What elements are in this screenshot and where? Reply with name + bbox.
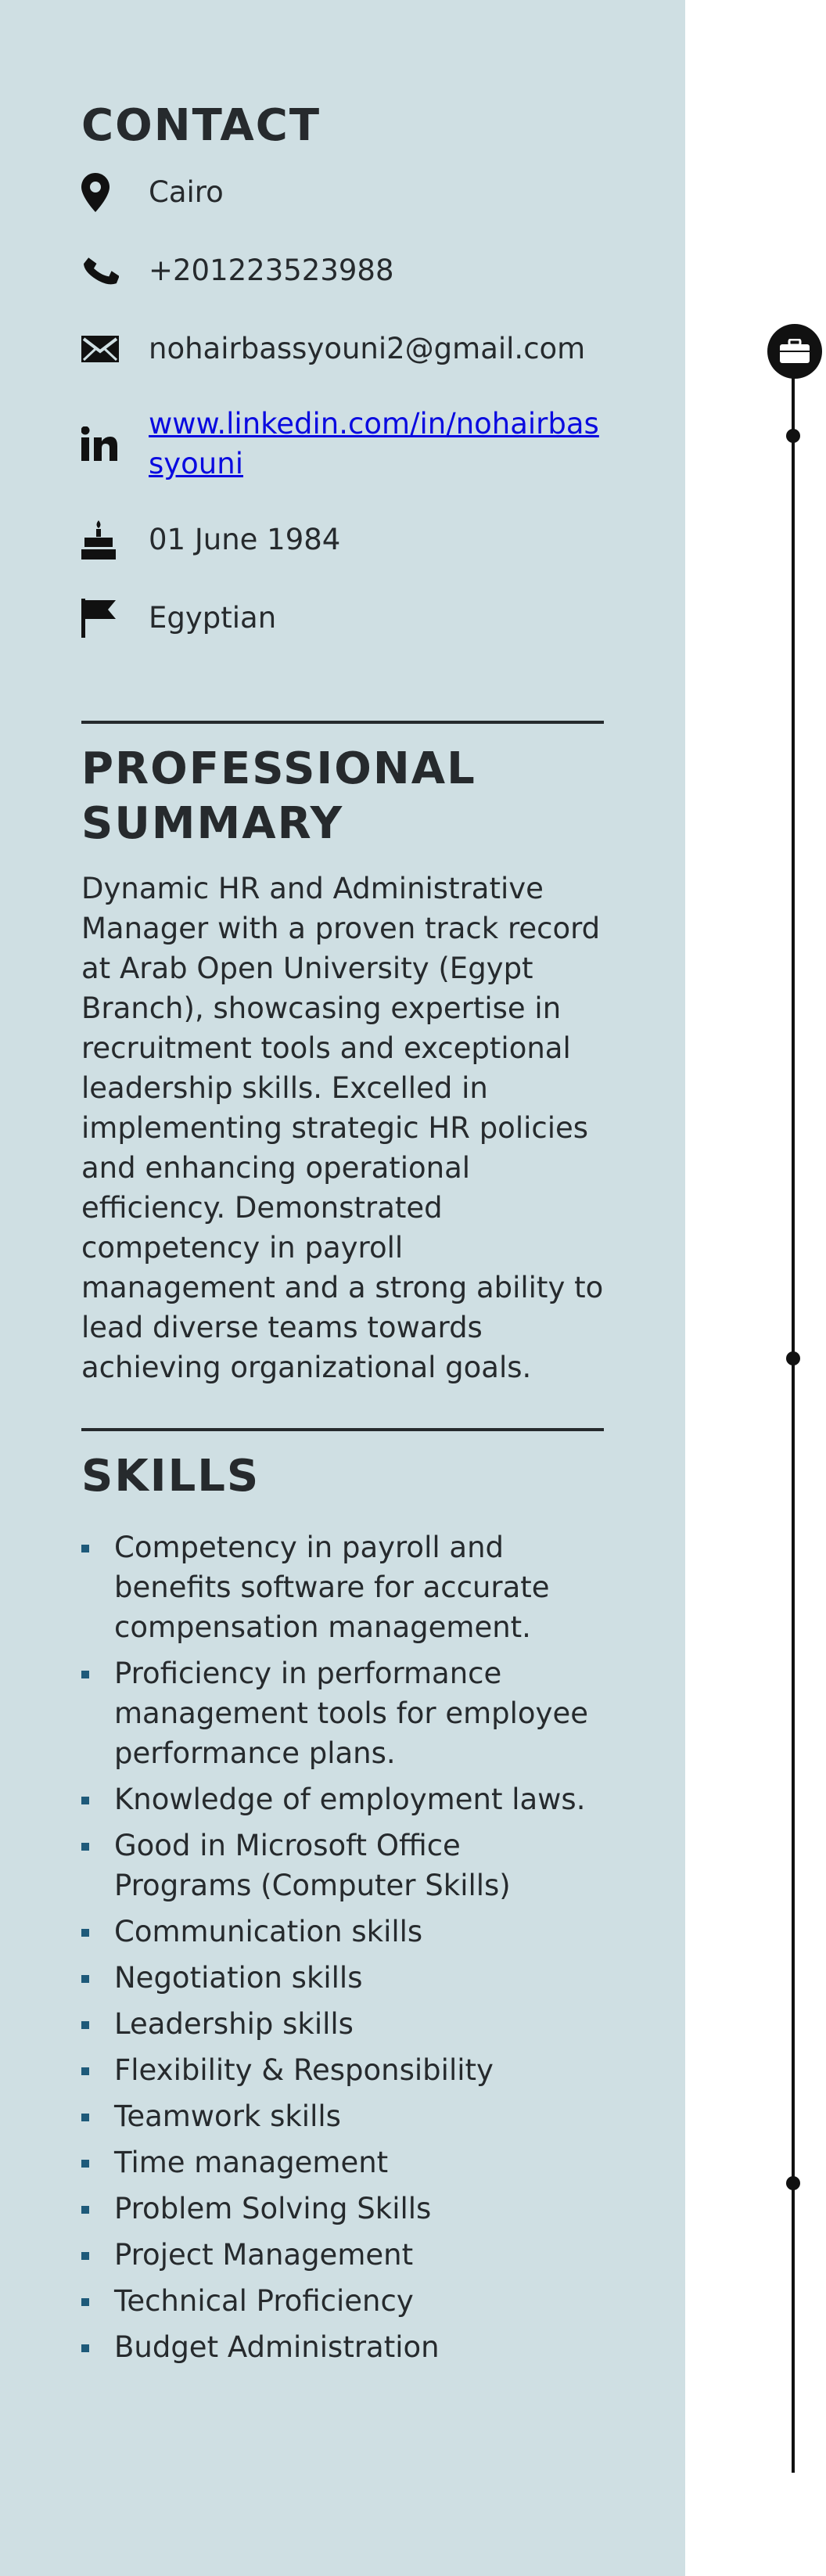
linkedin-link[interactable]: www.linkedin.com/in/nohairbassyouni bbox=[149, 407, 599, 480]
skill-item: Good in Microsoft Office Programs (Computer Skills) bbox=[81, 1826, 604, 1905]
bullet-icon bbox=[81, 2344, 89, 2352]
skill-item: Knowledge of employment laws. bbox=[81, 1779, 604, 1819]
skill-item: Proficiency in performance management tools for employee performance plans. bbox=[81, 1653, 604, 1773]
skill-item: Problem Solving Skills bbox=[81, 2189, 604, 2229]
skill-item: Leadership skills bbox=[81, 2004, 604, 2044]
phone-text: +201223523988 bbox=[149, 254, 394, 287]
skills-list bbox=[81, 1527, 604, 2373]
bullet-icon bbox=[81, 1671, 89, 1678]
bullet-icon bbox=[81, 2298, 89, 2306]
flag-icon bbox=[81, 598, 120, 638]
bullet-icon bbox=[81, 1929, 89, 1937]
summary-heading: PROFESSIONAL SUMMARY bbox=[81, 743, 476, 849]
timeline-dot bbox=[786, 429, 800, 443]
summary-text: Dynamic HR and Administrative Manager with a proven track record at Arab Open University (Egypt Branch), showcasing expertise in recruitment tools and exceptional leadership skills. Excelled in implementing strategic HR policies and enhancing operational efficiency. Demonstrated competency in payroll management and a strong ability to lead diverse teams towards achieving organizational goals. bbox=[81, 872, 604, 1384]
skill-item: Teamwork skills bbox=[81, 2096, 604, 2136]
bullet-icon bbox=[81, 2252, 89, 2260]
envelope-icon bbox=[81, 329, 120, 369]
timeline-line bbox=[792, 329, 795, 2473]
contact-phone bbox=[81, 250, 610, 290]
bullet-icon bbox=[81, 2206, 89, 2214]
bullet-icon bbox=[81, 1975, 89, 1983]
section-divider bbox=[81, 721, 604, 724]
skill-item: Budget Administration bbox=[81, 2327, 604, 2367]
skill-item: Technical Proficiency bbox=[81, 2281, 604, 2321]
skill-item: Project Management bbox=[81, 2235, 604, 2275]
contact-email bbox=[81, 329, 610, 369]
skill-item: Communication skills bbox=[81, 1912, 604, 1952]
bullet-icon bbox=[81, 2067, 89, 2075]
contact-heading: CONTACT bbox=[81, 100, 321, 151]
timeline-dot bbox=[786, 2176, 800, 2190]
skill-item: Negotiation skills bbox=[81, 1958, 604, 1998]
briefcase-icon bbox=[767, 324, 822, 379]
birthdate-text: 01 June 1984 bbox=[149, 523, 341, 556]
contact-nationality bbox=[81, 598, 610, 638]
skill-item: Time management bbox=[81, 2142, 604, 2182]
timeline-dot bbox=[786, 1351, 800, 1365]
linkedin-icon bbox=[81, 404, 120, 484]
contact-linkedin bbox=[81, 404, 610, 484]
bullet-icon bbox=[81, 2160, 89, 2168]
location-pin-icon bbox=[81, 172, 120, 212]
bullet-icon bbox=[81, 2021, 89, 2029]
location-text: Cairo bbox=[149, 175, 224, 209]
contact-location bbox=[81, 172, 610, 212]
bullet-icon bbox=[81, 1797, 89, 1804]
skill-item: Competency in payroll and benefits software for accurate compensation management. bbox=[81, 1527, 604, 1647]
birthday-cake-icon bbox=[81, 520, 120, 559]
phone-icon bbox=[81, 250, 120, 290]
section-divider bbox=[81, 1428, 604, 1431]
skills-heading: SKILLS bbox=[81, 1451, 260, 1502]
bullet-icon bbox=[81, 2114, 89, 2121]
bullet-icon bbox=[81, 1843, 89, 1851]
contact-birthdate bbox=[81, 520, 610, 559]
bullet-icon bbox=[81, 1545, 89, 1552]
email-text: nohairbassyouni2@gmail.com bbox=[149, 332, 586, 365]
nationality-text: Egyptian bbox=[149, 601, 277, 635]
skill-item: Flexibility & Responsibility bbox=[81, 2050, 604, 2090]
